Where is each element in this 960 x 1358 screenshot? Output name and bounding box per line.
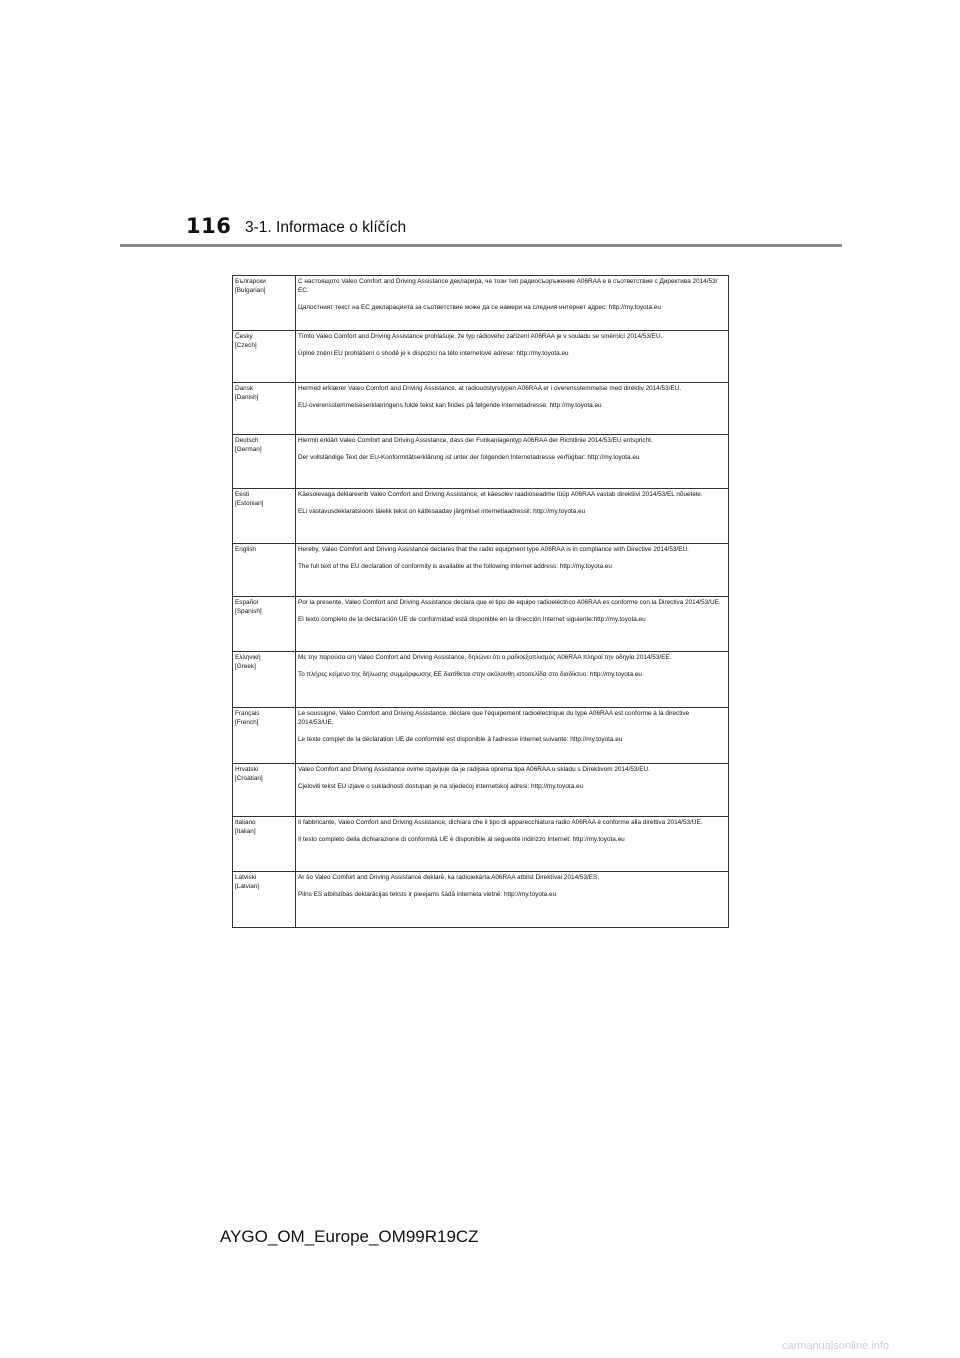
table-row [233,331,729,383]
declaration-text-cell: Por la presente, Valeo Comfort and Driving Assistance declara que el tipo de equipo radioeléctrico A06RAA es conforme con la Directiva 2014/53/UE. El texto completo de la declaración UE de conformidad está disponible en la dirección Internet siguiente:http://my.toyota.eu [296,597,729,652]
table-row [233,817,729,872]
declaration-text-cell: Tímto Valeo Comfort and Driving Assistance prohlašuje, že typ rádiového zařízení A06RAA je v souladu se směrnicí 2014/53/EU. Úplné znění EU prohlášení o shodě je k dispozici na této internetové adrese: http://my.toyota.eu [296,331,729,383]
page-number: 116 [186,214,232,238]
document-code: AYGO_OM_Europe_OM99R19CZ [220,1227,479,1246]
language-cell: Hrvatski [Croatian] [233,764,296,817]
declaration-text-cell: Hereby, Valeo Comfort and Driving Assistance declares that the radio equipment type A06RAA is in compliance with Directive 2014/53/EU. The full text of the EU declaration of conformity is available at the following internet address: http://my.toyota.eu [296,544,729,597]
table-row [233,383,729,435]
table-row [233,544,729,597]
declaration-text-cell: Hiermit erklärt Valeo Comfort and Driving Assistance, dass der Funkanlagentyp A06RAA der Richtlinie 2014/53/EU entspricht. Der vollständige Text der EU-Konformitätserklärung ist unter der folgenden Internetadresse verfügbar: http://my.toyota.eu [296,435,729,489]
language-cell: Dansk [Danish] [233,383,296,435]
declaration-text-cell: Il fabbricante, Valeo Comfort and Driving Assistance, dichiara che il tipo di apparecchiatura radio A06RAA è conforme alla direttiva 2014/53/UE. Il testo completo della dichiarazione di conformità UE è disponibile al seguente indirizzo Internet: http://my.toyota.eu [296,817,729,872]
language-cell: Български [Bulgarian] [233,276,296,331]
table-row [233,489,729,544]
declaration-text-cell: Valeo Comfort and Driving Assistance ovime izjavljuje da je radijska oprema tipa A06RAA u skladu s Direktivom 2014/53/EU. Cjeloviti tekst EU izjave o sukladnosti dostupan je na sljedećoj internetskoj adresi: http://my.toyota.eu [296,764,729,817]
table-row [233,708,729,764]
table-row [233,276,729,331]
declaration-text-cell: С настоящото Valeo Comfort and Driving Assistance декларира, че този тип радиосъоръжение A06RAA е в съответствие с Директива 2014/53/ЕС. Цялостният текст на ЕС декларацията за съответствие може да се намери на следния интернет адрес: http://my.toyota.eu [296,276,729,331]
declaration-text-cell: Με την παρούσα ο/η Valeo Comfort and Driving Assistance, δηλώνει ότι ο ραδιοεξοπλισμός A06RAA πληροί την οδηγία 2014/53/ΕΕ. Το πλήρες κείμενο της δήλωσης συμμόρφωσης ΕΕ διατίθεται στην ακόλουθη ιστοσελίδα στο διαδίκτυο: http://my.toyota.eu [296,652,729,708]
language-cell: Español [Spanish] [233,597,296,652]
language-cell: Latviski [Latvian] [233,872,296,928]
language-cell: Ελληνική [Greek] [233,652,296,708]
table-row [233,435,729,489]
section-title: 3-1. Informace o klíčích [245,219,407,236]
table-row [233,597,729,652]
declaration-text-cell: Le soussigné, Valeo Comfort and Driving Assistance, déclare que l'équipement radioélectrique du type A06RAA est conforme à la directive 2014/53/UE. Le texte complet de la déclaration UE de conformité est disponible à l'adresse internet suivante: http://my.toyota.eu [296,708,729,764]
language-cell: English [233,544,296,597]
declaration-text-cell: Hermed erklærer Valeo Comfort and Driving Assistance, at radioudstyrstypen A06RAA er i overensstemmelse med direktiv 2014/53/EU. EU-overensstemmelseserklæringens fulde tekst kan findes på følgende internetadresse: http://my.toyota.eu [296,383,729,435]
header-rule [120,244,842,247]
declaration-text-cell: Käesolevaga deklareerib Valeo Comfort and Driving Assistance, et käesolev raadioseadme tüüp A06RAA vastab direktiivi 2014/53/EL nõuetele. ELi vastavusdeklaratsiooni täielik tekst on kättesaadav järgmisel internetiaadressil: http://my.toyota.eu [296,489,729,544]
language-cell: Français [French] [233,708,296,764]
language-cell: Italiano [Italian] [233,817,296,872]
language-cell: Česky [Czech] [233,331,296,383]
language-cell: Deutsch [German] [233,435,296,489]
table-row [233,764,729,817]
table-row [233,652,729,708]
language-cell: Eesti [Estonian] [233,489,296,544]
declaration-text-cell: Ar šo Valeo Comfort and Driving Assistance deklarē, ka radioiekārta A06RAA atbilst Direktīvai 2014/53/ES. Pilns ES atbilstības deklarācijas teksts ir pieejams šādā interneta vietnē: http://my.toyota.eu [296,872,729,928]
watermark-text: carmanualsonline.info [782,1340,890,1352]
declaration-table [232,275,729,928]
table-row [233,872,729,928]
